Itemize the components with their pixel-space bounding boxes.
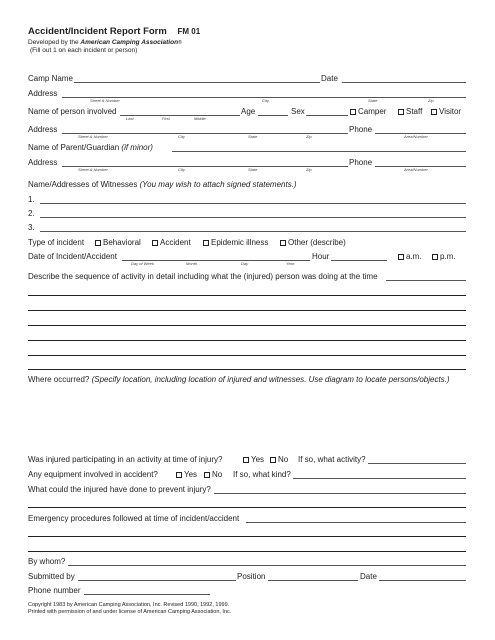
- equipment-label: Any equipment involved in accident?: [28, 470, 158, 479]
- participating-yes[interactable]: [243, 455, 264, 465]
- activity-label: If so, what activity?: [298, 455, 366, 464]
- sub-state-2: State: [248, 134, 258, 139]
- emergency-line-2[interactable]: [28, 536, 466, 537]
- staff-checkbox[interactable]: [398, 109, 404, 115]
- witness-1-field[interactable]: [40, 203, 466, 204]
- epidemic-label: Epidemic illness: [211, 238, 269, 247]
- by-whom-field[interactable]: [68, 565, 466, 566]
- am-checkbox[interactable]: [398, 254, 404, 260]
- address-label: Address: [28, 89, 58, 98]
- visitor-label: Visitor: [439, 107, 462, 116]
- position-field[interactable]: [268, 580, 358, 581]
- epidemic-checkbox[interactable]: [203, 240, 209, 246]
- prevent-field[interactable]: [214, 493, 466, 494]
- witness-3-field[interactable]: [40, 231, 466, 232]
- form-code: FM 01: [177, 27, 201, 36]
- other-checkbox[interactable]: [280, 240, 286, 246]
- camp-name-field[interactable]: [74, 82, 320, 83]
- developed-by: [28, 39, 182, 47]
- witness-2-number: 2.: [28, 209, 35, 218]
- describe-label: Describe the sequence of activity in detail including what the (injured) person was doing at the time: [28, 272, 378, 281]
- describe-line-1[interactable]: [28, 295, 466, 296]
- developed-org: American Camping Association: [80, 39, 179, 46]
- participating-yes-checkbox[interactable]: [243, 457, 249, 463]
- participating-no[interactable]: [270, 455, 288, 465]
- developed-prefix: Developed by the: [28, 39, 81, 46]
- address2-label: Address: [28, 125, 58, 134]
- witness-heading: [28, 180, 297, 190]
- hour-field[interactable]: [331, 260, 387, 261]
- kind-label: If so, what kind?: [233, 470, 291, 479]
- date-incident-label: Date of Incident/Accident: [28, 252, 117, 261]
- date2-field[interactable]: [379, 580, 466, 581]
- parent-field[interactable]: [172, 151, 466, 152]
- visitor-checkbox[interactable]: [431, 109, 437, 115]
- emergency-line-3[interactable]: [28, 551, 466, 552]
- participating-no-label: No: [278, 455, 289, 464]
- where-label: Where occurred?: [28, 375, 90, 384]
- equipment-no-label: No: [212, 470, 223, 479]
- type-behavioral[interactable]: [95, 238, 141, 248]
- pm-label: p.m.: [440, 252, 456, 261]
- equipment-no[interactable]: [204, 470, 222, 480]
- type-other[interactable]: [280, 238, 346, 248]
- witness-note: (You may wish to attach signed statements.): [139, 180, 297, 189]
- equipment-yes-checkbox[interactable]: [176, 472, 182, 478]
- date-field[interactable]: [342, 82, 466, 83]
- visitor-option[interactable]: [431, 107, 461, 117]
- sub-city-2: City: [178, 134, 185, 139]
- witness-3-number: 3.: [28, 223, 35, 232]
- emergency-field[interactable]: [246, 522, 466, 523]
- phone-label: Phone: [349, 125, 373, 134]
- describe-line-4[interactable]: [28, 340, 466, 341]
- registered-mark: ®: [178, 40, 182, 46]
- parent-label: [28, 143, 153, 153]
- age-field[interactable]: [258, 115, 288, 116]
- witness-label: Name/Addresses of Witnesses: [28, 180, 138, 189]
- camper-checkbox[interactable]: [350, 109, 356, 115]
- am-option[interactable]: [398, 252, 422, 262]
- sub-area-3: Area/Number: [404, 167, 428, 172]
- sub-year: Year: [286, 261, 295, 266]
- participating-no-checkbox[interactable]: [270, 457, 276, 463]
- sub-month: Month: [186, 261, 198, 266]
- phone2-label: Phone: [349, 158, 373, 167]
- prevent-line-2[interactable]: [28, 507, 466, 508]
- staff-option[interactable]: [398, 107, 422, 117]
- witness-1-number: 1.: [28, 195, 35, 204]
- describe-line-6[interactable]: [28, 369, 466, 370]
- sex-field[interactable]: [306, 115, 348, 116]
- where-heading: [28, 375, 450, 385]
- sub-zip: Zip: [428, 98, 434, 103]
- submitted-field[interactable]: [78, 580, 236, 581]
- sub-street-2: Street & Number: [78, 134, 108, 139]
- kind-field[interactable]: [293, 478, 466, 479]
- camp-name-label: Camp Name: [28, 74, 73, 83]
- sub-day: Day: [241, 261, 249, 266]
- form-title: [28, 26, 200, 38]
- copyright-line: Copyright 1983 by American Camping Association, Inc. Revised 1990, 1992, 1999.: [28, 602, 230, 608]
- phone-number-field[interactable]: [84, 594, 210, 595]
- equipment-yes[interactable]: [176, 470, 197, 480]
- prevent-label: What could the injured have done to prevent injury?: [28, 485, 211, 494]
- behavioral-label: Behavioral: [103, 238, 141, 247]
- sub-street: Street & Number: [90, 98, 120, 103]
- license-line: Printed with permission of and under license of American Camping Association, Inc.: [28, 609, 232, 615]
- witness-2-field[interactable]: [40, 217, 466, 218]
- date2-label: Date: [360, 572, 377, 581]
- describe-line-5[interactable]: [28, 355, 466, 356]
- phone-number-label: Phone number: [28, 586, 81, 595]
- describe-field[interactable]: [386, 280, 466, 281]
- sub-city: City: [262, 98, 269, 103]
- equipment-yes-label: Yes: [184, 470, 198, 479]
- address3-label: Address: [28, 158, 58, 167]
- camper-option[interactable]: [350, 107, 386, 117]
- form-title-text: Accident/Incident Report Form: [28, 26, 167, 37]
- sub-zip-2: Zip: [306, 134, 312, 139]
- parent-label-text: Name of Parent/Guardian: [28, 143, 120, 152]
- sub-middle: Middle: [194, 116, 206, 121]
- sub-city-3: City: [178, 167, 185, 172]
- sub-first: First: [162, 116, 170, 121]
- hour-label: Hour: [312, 252, 330, 261]
- sub-last: Last: [126, 116, 134, 121]
- position-label: Position: [237, 572, 266, 581]
- sex-label: Sex: [291, 107, 305, 116]
- age-label: Age: [241, 107, 256, 116]
- by-whom-label: By whom?: [28, 557, 66, 566]
- camper-label: Camper: [358, 107, 387, 116]
- accident-label: Accident: [160, 238, 191, 247]
- accident-checkbox[interactable]: [152, 240, 158, 246]
- sub-state: State: [368, 98, 378, 103]
- describe-line-2[interactable]: [28, 310, 466, 311]
- describe-line-3[interactable]: [28, 325, 466, 326]
- fill-note: (Fill out 1 on each incident or person): [30, 47, 138, 54]
- sub-day-of-week: Day of Week: [131, 261, 154, 266]
- sub-zip-3: Zip: [306, 167, 312, 172]
- behavioral-checkbox[interactable]: [95, 240, 101, 246]
- staff-label: Staff: [406, 107, 423, 116]
- person-label: Name of person involved: [28, 107, 117, 116]
- pm-checkbox[interactable]: [432, 254, 438, 260]
- sub-area-2: Area/Number: [404, 134, 428, 139]
- equipment-no-checkbox[interactable]: [204, 472, 210, 478]
- type-accident[interactable]: [152, 238, 191, 248]
- where-note: (Specify location, including location of injured and witnesses. Use diagram to locate persons/objects.): [91, 375, 450, 384]
- person-field[interactable]: [120, 115, 240, 116]
- emergency-label: Emergency procedures followed at time of incident/accident: [28, 514, 240, 523]
- submitted-label: Submitted by: [28, 572, 75, 581]
- other-label: Other (describe): [288, 238, 346, 247]
- parent-note: (if minor): [121, 143, 153, 152]
- pm-option[interactable]: [432, 252, 456, 262]
- type-label: Type of incident: [28, 238, 85, 247]
- sub-street-3: Street & Number: [78, 167, 108, 172]
- activity-field[interactable]: [368, 463, 466, 464]
- type-epidemic[interactable]: [203, 238, 268, 248]
- sub-state-3: State: [248, 167, 258, 172]
- am-label: a.m.: [406, 252, 422, 261]
- participating-yes-label: Yes: [251, 455, 265, 464]
- participating-label: Was injured participating in an activity at time of injury?: [28, 455, 223, 464]
- date-label: Date: [321, 74, 338, 83]
